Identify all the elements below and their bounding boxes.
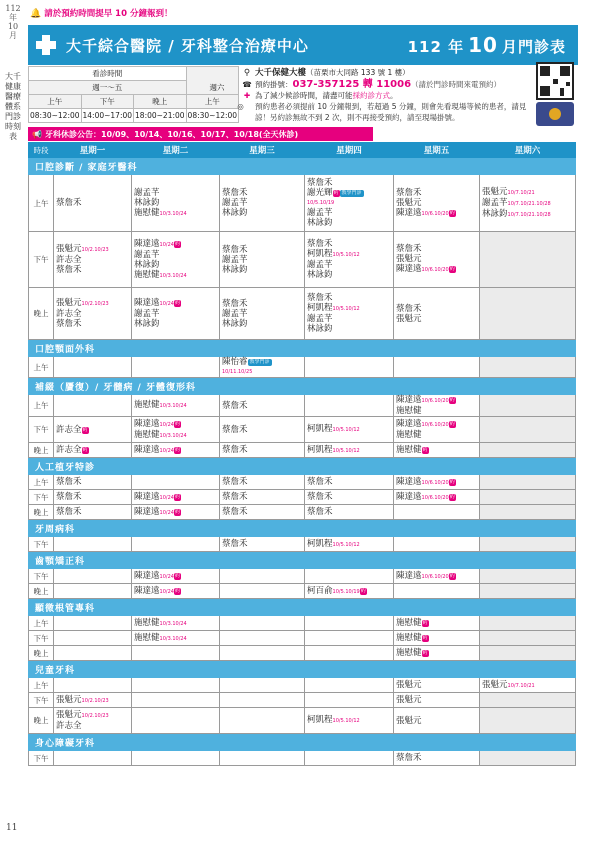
appointment-badge: 約 (449, 209, 455, 216)
schedule-cell: 張魁元10/7.10/21 (480, 678, 576, 693)
schedule-cell: 蔡詹禾 張魁元 (394, 288, 480, 340)
schedule-cell: 蔡詹禾 (220, 443, 305, 458)
schedule-cell: 蔡詹禾 謝光輝約 教學門診 10/5.10/19 謝孟芊 林詠鈞 (305, 175, 394, 232)
schedule-cell: 陳達遠10/24約 (132, 443, 220, 458)
day-header: 星期四 (305, 143, 394, 158)
schedule-cell: 陳達遠10/24約 謝孟芊 林詠鈞 施慰健10/3.10/24 (132, 232, 220, 288)
page-number: 11 (6, 823, 18, 833)
schedule-cell: 許志全約 (54, 417, 132, 443)
day-header: 星期六 (480, 143, 576, 158)
schedule-cell: 蔡詹禾 張魁元 陳達遠10/6.10/20約 (394, 175, 480, 232)
day-header: 星期三 (220, 143, 305, 158)
teaching-badge: 教學門診 (341, 190, 362, 196)
schedule-cell: 張魁元10/2.10/23 許志全 (54, 708, 132, 734)
appointment-badge: 約 (174, 240, 180, 247)
schedule-cell: 蔡詹禾 (220, 417, 305, 443)
schedule-cell (480, 631, 576, 646)
section-title: 兒童牙科 (29, 661, 576, 678)
schedule-cell (394, 584, 480, 599)
schedule-header (29, 143, 576, 158)
schedule-cell: 蔡詹禾 (220, 505, 305, 520)
appointment-badge: 約 (174, 493, 180, 500)
table-row (29, 678, 576, 693)
schedule-cell: 蔡詹禾 (305, 475, 394, 490)
month-title: 112 年 10 月門診表 (407, 33, 566, 57)
schedule-cell (480, 395, 576, 417)
schedule-cell: 張魁元 (394, 708, 480, 734)
schedule-cell: 蔡詹禾 (394, 751, 480, 766)
table-row (29, 443, 576, 458)
appointment-badge: 約 (174, 300, 180, 306)
phone-icon: ☎ (242, 80, 252, 89)
hours-label: 晚上 (134, 95, 187, 109)
hours-time: 18:00~21:00 (134, 109, 187, 123)
schedule-cell (132, 475, 220, 490)
schedule-cell (480, 490, 576, 505)
schedule-cell (480, 693, 576, 708)
appointment-badge: 約 (360, 587, 366, 594)
schedule-cell (220, 646, 305, 661)
schedule-cell: 蔡詹禾 (220, 395, 305, 417)
schedule-cell: 張魁元10/7.10/21 謝孟芊10/7.10/21.10/28 林詠鈞10/7.10/21.10/28 (480, 175, 576, 232)
slot-label: 下午 (29, 537, 54, 552)
schedule-cell: 蔡詹禾 柯凱程10/5.10/12 謝孟芊 林詠鈞 (305, 232, 394, 288)
slot-label: 下午 (29, 693, 54, 708)
section-title: 口腔顎面外科 (29, 340, 576, 357)
schedule-cell: 施慰健約 (394, 443, 480, 458)
appointment-badge: 約 (174, 572, 180, 579)
phone-line: ☎ 預約掛號：037-357125 轉 11006（請於門診時間來電預約） (242, 79, 502, 90)
schedule-cell: 施慰健10/3.10/24 (132, 631, 220, 646)
schedule-cell (480, 646, 576, 661)
table-row (29, 395, 576, 417)
day-header: 星期一 (54, 143, 132, 158)
plus-icon: ✚ (243, 91, 251, 100)
schedule-cell: 蔡詹禾 (305, 490, 394, 505)
reminder: 🔔 請於預約時間提早 10 分鐘報到！ (30, 9, 173, 19)
schedule-cell: 張魁元 (394, 678, 480, 693)
schedule-cell (54, 584, 132, 599)
megaphone-icon: 📢 (32, 129, 42, 139)
schedule-cell (305, 678, 394, 693)
slot-label: 晚上 (29, 646, 54, 661)
slot-label: 晚上 (29, 708, 54, 734)
table-row (29, 751, 576, 766)
appointment-badge: 約 (422, 650, 428, 656)
schedule-cell: 施慰健約 (394, 616, 480, 631)
schedule-cell: 陳達遠10/24約 (132, 569, 220, 584)
schedule-cell (132, 678, 220, 693)
side-margin (0, 0, 29, 843)
schedule-cell (480, 417, 576, 443)
schedule-cell: 陳達遠10/24約 (132, 584, 220, 599)
side-vertical-title: 大千健康醫療體系 門診時刻表 (5, 72, 29, 141)
schedule-cell: 蔡詹禾 (305, 505, 394, 520)
schedule-cell (220, 693, 305, 708)
late-note: ◎ 預約患者必須提前 10 分鐘報到，若超過 5 分鐘，則會先看現場等候的患者，請見諒！另約診無故不到 2 次，則不再接受預約，請至現場掛號。 (237, 102, 527, 122)
slot-label: 下午 (29, 232, 54, 288)
schedule-cell: 張魁元10/2.10/23 許志全 蔡詹禾 (54, 232, 132, 288)
slot-label: 上午 (29, 357, 54, 378)
schedule-cell: 施慰健約 (394, 646, 480, 661)
schedule-cell (54, 631, 132, 646)
schedule-cell: 陳達遠10/6.10/20約 (394, 569, 480, 584)
appointment-badge: 約 (174, 420, 180, 427)
schedule-cell: 陳達遠10/24約 施慰健10/3.10/24 (132, 417, 220, 443)
day-header: 星期五 (394, 143, 480, 158)
slot-label: 晚上 (29, 443, 54, 458)
schedule-cell: 柯凱程10/5.10/12 (305, 537, 394, 552)
schedule-cell (305, 616, 394, 631)
schedule-cell (480, 505, 576, 520)
schedule-cell (220, 708, 305, 734)
schedule-cell (480, 443, 576, 458)
table-row (29, 708, 576, 734)
schedule-cell (480, 569, 576, 584)
info-block (237, 67, 532, 123)
schedule-cell: 柯百俞10/5.10/19約 (305, 584, 394, 599)
schedule-cell (132, 751, 220, 766)
schedule-cell (220, 631, 305, 646)
schedule-cell: 蔡詹禾 (54, 175, 132, 232)
schedule-cell (220, 569, 305, 584)
appointment-badge: 約 (422, 635, 428, 641)
schedule-cell (54, 751, 132, 766)
schedule-cell (54, 357, 132, 378)
hours-title: 看診時間 (29, 67, 187, 81)
table-row (29, 357, 576, 378)
appointment-badge: 約 (174, 508, 180, 515)
section-title: 顯微根管專科 (29, 599, 576, 616)
schedule-cell (394, 357, 480, 378)
hours-label: 上午 (186, 95, 239, 109)
schedule-cell: 陳達遠10/6.10/20約 (394, 475, 480, 490)
appointment-badge: 約 (82, 426, 88, 433)
hours-label: 下午 (81, 95, 134, 109)
table-row (29, 646, 576, 661)
schedule-cell (54, 616, 132, 631)
slot-header: 時段 (29, 143, 54, 158)
schedule-cell: 蔡詹禾 (54, 490, 132, 505)
table-row (29, 175, 576, 232)
schedule-cell (54, 537, 132, 552)
appointment-badge: 約 (449, 421, 455, 427)
slot-label: 下午 (29, 631, 54, 646)
hours-time: 08:30~12:00 (186, 109, 239, 123)
schedule-cell: 施慰健10/3.10/24 (132, 395, 220, 417)
page-title: 大千綜合醫院 / 牙科整合治療中心 (66, 36, 309, 55)
map-pin-icon: ⚲ (243, 68, 251, 78)
schedule-cell (480, 616, 576, 631)
schedule-cell (305, 569, 394, 584)
schedule-cell (305, 693, 394, 708)
schedule-cell (480, 708, 576, 734)
table-row (29, 505, 576, 520)
schedule-cell (54, 395, 132, 417)
schedule-cell: 蔡詹禾 謝孟芊 林詠鈞 (220, 175, 305, 232)
schedule-cell (132, 357, 220, 378)
schedule-cell: 柯凱程10/5.10/12 (305, 708, 394, 734)
slot-label: 下午 (29, 569, 54, 584)
slot-label: 晚上 (29, 288, 54, 340)
schedule-cell: 施慰健約 (394, 631, 480, 646)
schedule-cell (54, 646, 132, 661)
schedule-cell: 蔡詹禾 (220, 537, 305, 552)
schedule-cell: 陳達遠10/24約 (132, 505, 220, 520)
table-row (29, 232, 576, 288)
appointment-badge: 約 (422, 620, 428, 626)
schedule-cell: 張魁元10/2.10/23 許志全 蔡詹禾 (54, 288, 132, 340)
section-title: 口腔診斷 / 家庭牙醫科 (29, 158, 576, 175)
appointment-badge: 約 (449, 493, 455, 500)
schedule-cell (305, 646, 394, 661)
schedule-cell (220, 616, 305, 631)
schedule-cell (480, 475, 576, 490)
slot-label: 上午 (29, 475, 54, 490)
schedule-cell (220, 751, 305, 766)
schedule-cell: 謝孟芊 林詠鈞 施慰健10/3.10/24 (132, 175, 220, 232)
appointment-badge: 約 (174, 587, 180, 594)
hospital-cross-logo (34, 33, 58, 57)
slot-label: 上午 (29, 616, 54, 631)
schedule-cell (54, 678, 132, 693)
plus-note: ✚ 為了減少候診時間，請盡可能採約診方式。 (243, 91, 398, 100)
schedule-cell (54, 569, 132, 584)
table-row (29, 631, 576, 646)
closure-notice: 📢 牙科休診公告：10/09、10/14、10/16、10/17、10/18(全天休診) (28, 127, 373, 141)
table-row (29, 584, 576, 599)
side-month-label: 112 年 10 月 (5, 4, 21, 40)
clock-icon: ◎ (237, 102, 244, 111)
schedule-cell: 陳達遠10/6.10/20約 施慰健 (394, 417, 480, 443)
appointment-badge: 約 (449, 266, 455, 272)
schedule-cell: 蔡詹禾 (220, 475, 305, 490)
schedule-cell (132, 537, 220, 552)
schedule-cell (305, 631, 394, 646)
slot-label: 晚上 (29, 584, 54, 599)
schedule-cell: 蔡詹禾 謝孟芊 林詠鈞 (220, 288, 305, 340)
table-row (29, 475, 576, 490)
teaching-badge: 教學門診 (249, 359, 270, 365)
app-icon (536, 102, 574, 126)
slot-label: 上午 (29, 678, 54, 693)
schedule-cell: 陳達遠10/6.10/20約 施慰健 (394, 395, 480, 417)
table-row (29, 490, 576, 505)
appointment-badge: 約 (449, 397, 455, 403)
appointment-badge: 約 (174, 446, 180, 453)
qr-code (536, 62, 574, 100)
schedule-cell: 張魁元 (394, 693, 480, 708)
section-title: 身心障礙牙科 (29, 734, 576, 751)
schedule-cell: 張魁元10/2.10/23 (54, 693, 132, 708)
table-row (29, 537, 576, 552)
slot-label: 下午 (29, 751, 54, 766)
slot-label: 下午 (29, 490, 54, 505)
hours-time: 14:00~17:00 (81, 109, 134, 123)
appointment-badge: 約 (449, 572, 455, 579)
schedule-cell: 蔡詹禾 謝孟芊 林詠鈞 (220, 232, 305, 288)
schedule-cell (480, 537, 576, 552)
hours-saturday: 週六 (209, 83, 225, 92)
schedule-cell (305, 357, 394, 378)
schedule-cell (220, 584, 305, 599)
schedule-cell (480, 357, 576, 378)
hours-weekdays: 週一～五 (29, 81, 187, 95)
schedule-cell (394, 537, 480, 552)
schedule-cell (480, 584, 576, 599)
appointment-badge: 約 (82, 447, 88, 453)
schedule-cell (480, 751, 576, 766)
schedule-cell: 柯凱程10/5.10/12 (305, 443, 394, 458)
schedule-cell (394, 505, 480, 520)
table-row (29, 417, 576, 443)
schedule-cell: 蔡詹禾 (54, 475, 132, 490)
table-row (29, 616, 576, 631)
schedule-cell (480, 288, 576, 340)
schedule-cell: 柯凱程10/5.10/12 (305, 417, 394, 443)
schedule-table (28, 142, 576, 766)
schedule-cell: 陳達遠10/6.10/20約 (394, 490, 480, 505)
header-band (28, 25, 578, 65)
schedule-cell (305, 751, 394, 766)
schedule-cell: 許志全約 (54, 443, 132, 458)
bell-icon: 🔔 (30, 9, 42, 19)
schedule-cell: 蔡詹禾 (54, 505, 132, 520)
section-title: 人工植牙特診 (29, 458, 576, 475)
appointment-badge: 約 (449, 478, 455, 485)
schedule-cell: 陳達遠10/24約 謝孟芊 林詠鈞 (132, 288, 220, 340)
schedule-cell: 蔡詹禾 張魁元 陳達遠10/6.10/20約 (394, 232, 480, 288)
schedule-cell (480, 232, 576, 288)
slot-label: 下午 (29, 417, 54, 443)
appointment-badge: 約 (333, 190, 339, 196)
table-row (29, 288, 576, 340)
schedule-cell: 施慰健10/3.10/24 (132, 616, 220, 631)
appointment-badge: 約 (422, 447, 428, 453)
schedule-cell (220, 678, 305, 693)
hours-label: 上午 (29, 95, 82, 109)
table-row (29, 693, 576, 708)
slot-label: 上午 (29, 395, 54, 417)
slot-label: 晚上 (29, 505, 54, 520)
schedule-cell (132, 708, 220, 734)
schedule-cell: 蔡詹禾 柯凱程10/5.10/12 謝孟芊 林詠鈞 (305, 288, 394, 340)
schedule-cell: 蔡詹禾 (220, 490, 305, 505)
hours-time: 08:30~12:00 (29, 109, 82, 123)
section-title: 牙周病科 (29, 520, 576, 537)
day-header: 星期二 (132, 143, 220, 158)
section-title: 補綴（贗復）/ 牙髓病 / 牙體復形科 (29, 378, 576, 395)
table-row (29, 569, 576, 584)
schedule-cell: 陳達遠10/24約 (132, 490, 220, 505)
schedule-cell (132, 693, 220, 708)
address: ⚲ 大千保健大樓（苗栗市大同路 133 號 1 樓） (243, 68, 410, 78)
schedule-cell (132, 646, 220, 661)
section-title: 齒顎矯正科 (29, 552, 576, 569)
schedule-cell (305, 395, 394, 417)
schedule-cell: 陳怡睿 教學門診 10/11.10/25 (220, 357, 305, 378)
slot-label: 上午 (29, 175, 54, 232)
